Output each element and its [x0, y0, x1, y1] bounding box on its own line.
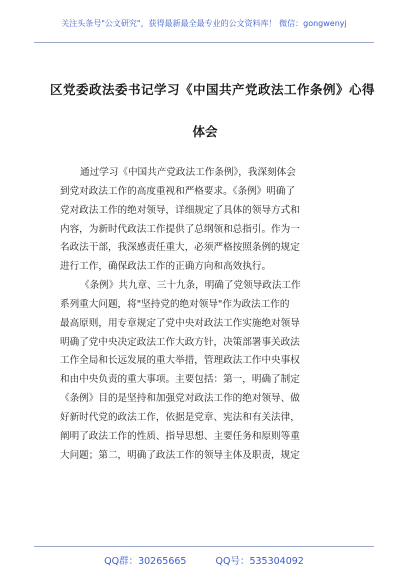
footer: [0, 553, 408, 567]
body-text: [60, 164, 350, 466]
body-line: 到党对政法工作的高度重视和严格要求。《条例》明确了: [60, 185, 296, 197]
body-line: 名政法干部，我深感责任重大，必须严格按照条例的规定: [60, 242, 300, 254]
body-line: 《条例》共九章、三十九条，明确了党领导政法工作: [80, 280, 301, 292]
header-banner: 关注头条号"公文研究"，获得最新最全最专业的公文资料库！ 微信：gongwenyj: [61, 19, 347, 28]
body-line: 内容，为新时代政法工作提供了总纲领和总指引。作为一: [60, 223, 300, 235]
footer-divider: [34, 546, 374, 547]
footer-qq-number: QQ号：535304092: [215, 556, 304, 567]
body-line: 党对政法工作的绝对领导，详细规定了具体的领导方式和: [60, 204, 300, 216]
body-line: 进行工作，确保政法工作的正确方向和高效执行。: [60, 261, 272, 273]
body-line: 和由中央负责的重大事项。主要包括：第一，明确了制定: [60, 374, 300, 386]
body-line: 阐明了政法工作的性质、指导思想、主要任务和原则等重: [60, 430, 300, 442]
footer-qq-group: QQ群：30265665: [104, 556, 187, 567]
body-line: 《条例》目的是坚持和加强党对政法工作的绝对领导、做: [60, 393, 300, 405]
body-line: 明确了党中央决定政法工作大政方针，决策部署事关政法: [60, 336, 300, 348]
body-line: 好新时代党的政法工作，依据是党章、宪法和有关法律，: [60, 411, 300, 423]
header-divider: [34, 42, 374, 43]
body-line: 通过学习《中国共产党政法工作条例》，我深刻体会: [80, 167, 296, 178]
document-title: 区党委政法委书记学习《中国共产党政法工作条例》心得: [50, 82, 376, 97]
body-line: 大问题；第二，明确了政法工作的领导主体及职责，规定: [60, 449, 300, 461]
body-line: 最高原则，用专章规定了党中央对政法工作实施绝对领导: [60, 317, 300, 329]
document-title-continuation: 体会: [192, 124, 218, 139]
body-line: 系列重大问题，将"坚持党的绝对领导"作为政法工作的: [60, 298, 290, 310]
body-line: 工作全局和长远发展的重大举措，管理政法工作中央事权: [60, 355, 300, 367]
